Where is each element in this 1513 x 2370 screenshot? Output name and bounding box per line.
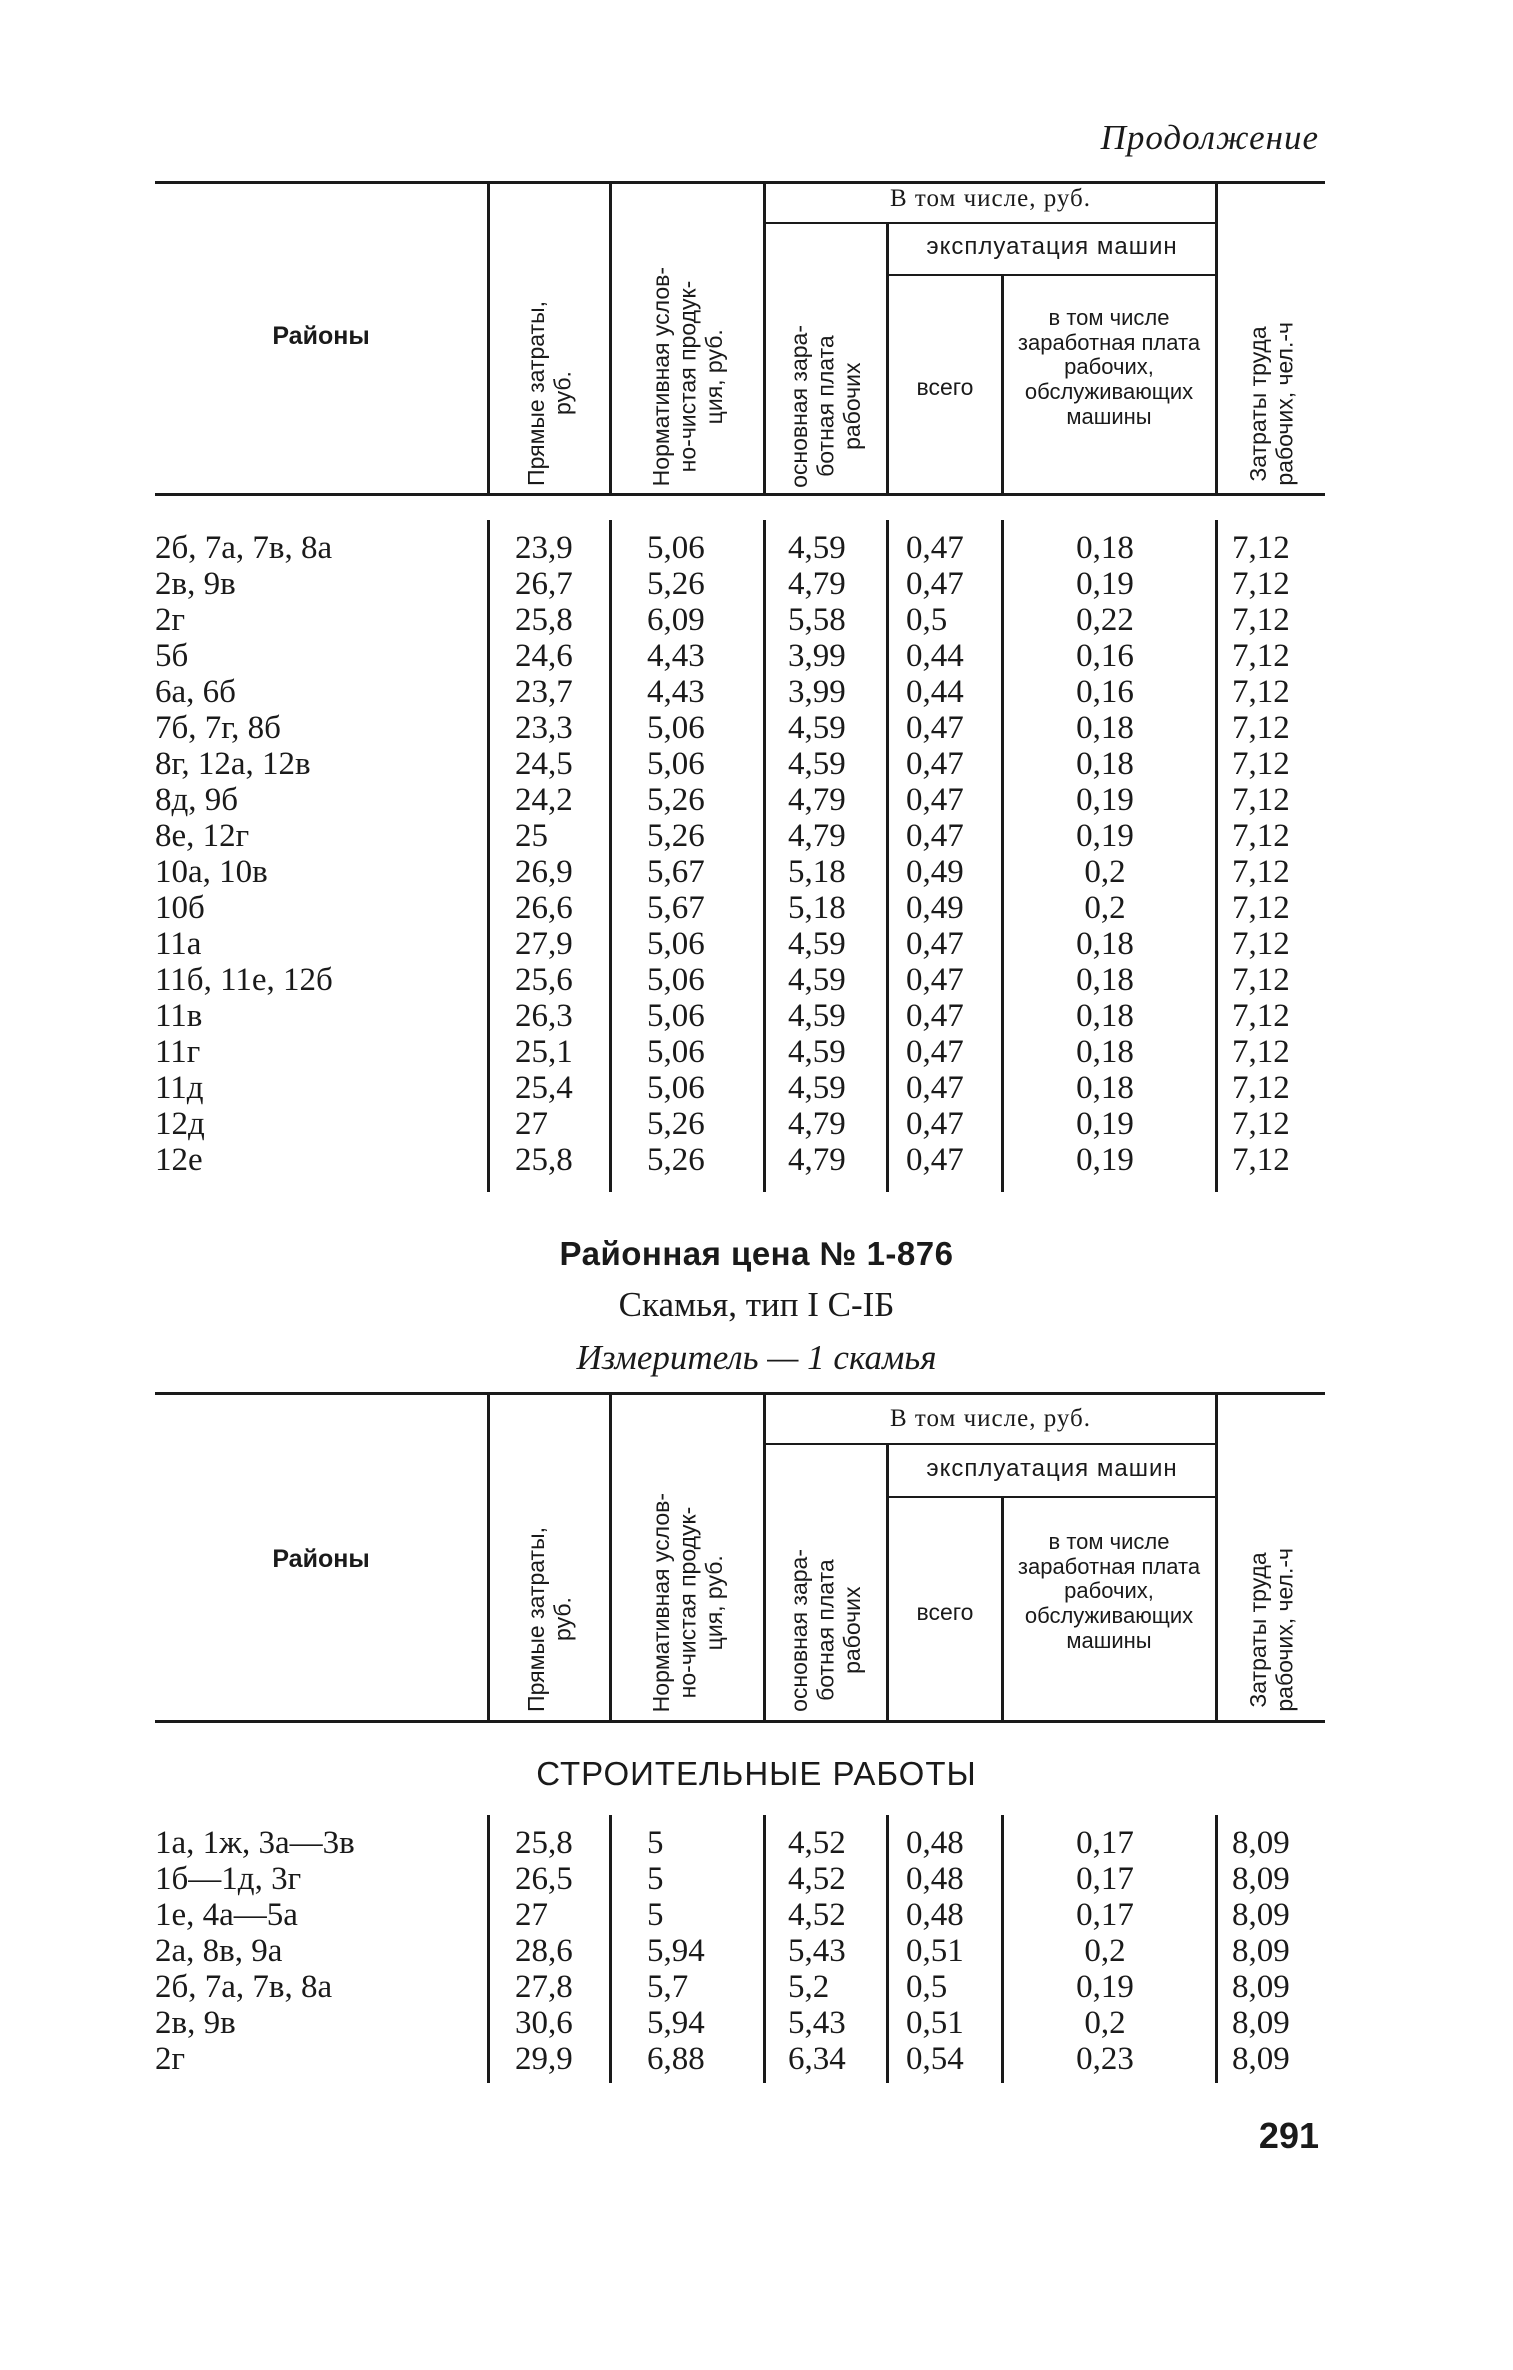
table-row: 2в, 9в 30,6 5,94 5,43 0,51 0,2 8,09	[155, 2005, 1290, 2041]
labor-costs-header: Затраты труда рабочих, чел.-ч	[1245, 322, 1298, 486]
normative-product-header: Нормативная услов- но-чистая продук- ция, руб.	[647, 266, 727, 486]
table2-top-rule	[155, 1392, 1325, 1395]
table-row: 5б 24,6 4,43 3,99 0,44 0,16 7,12	[155, 638, 1290, 674]
direct-costs-header: Прямые затраты, руб.	[523, 1527, 576, 1712]
normative-product-header: Нормативная услов- но-чистая продук- ция, руб.	[647, 1492, 727, 1712]
machine-operation-header: эксплуатация машин	[926, 1455, 1178, 1482]
table-row: 2б, 7а, 7в, 8а 27,8 5,7 5,2 0,5 0,19 8,09	[155, 1969, 1290, 2005]
table-row: 7б, 7г, 8б 23,3 5,06 4,59 0,47 0,18 7,12	[155, 710, 1290, 746]
table-row: 1е, 4а—5а 27 5 4,52 0,48 0,17 8,09	[155, 1897, 1290, 1933]
machine-wage-header: в том числе заработная плата рабочих, обслуживающих машины	[1017, 305, 1201, 429]
group-label: СТРОИТЕЛЬНЫЕ РАБОТЫ	[536, 1755, 977, 1792]
labor-costs-header: Затраты труда рабочих, чел.-ч	[1245, 1548, 1298, 1712]
table-row: 2а, 8в, 9а 28,6 5,94 5,43 0,51 0,2 8,09	[155, 1933, 1290, 1969]
base-wage-header: основная зара- ботная плата рабочих	[786, 1549, 866, 1712]
table-row: 1а, 1ж, 3а—3в 25,8 5 4,52 0,48 0,17 8,09	[155, 1825, 1290, 1861]
table-row: 12е 25,8 5,26 4,79 0,47 0,19 7,12	[155, 1142, 1290, 1178]
table-row: 11в 26,3 5,06 4,59 0,47 0,18 7,12	[155, 998, 1290, 1034]
districts-header: Районы	[272, 322, 370, 350]
table-row: 8д, 9б 24,2 5,26 4,79 0,47 0,19 7,12	[155, 782, 1290, 818]
table1-header-bottom-rule	[155, 493, 1325, 496]
continuation-label: Продолжение	[1100, 118, 1319, 157]
table-row: 8г, 12а, 12в 24,5 5,06 4,59 0,47 0,18 7,12	[155, 746, 1290, 782]
table-row: 11а 27,9 5,06 4,59 0,47 0,18 7,12	[155, 926, 1290, 962]
table-row: 11д 25,4 5,06 4,59 0,47 0,18 7,12	[155, 1070, 1290, 1106]
table-row: 6а, 6б 23,7 4,43 3,99 0,44 0,16 7,12	[155, 674, 1290, 710]
table-row: 11г 25,1 5,06 4,59 0,47 0,18 7,12	[155, 1034, 1290, 1070]
table-row: 11б, 11е, 12б 25,6 5,06 4,59 0,47 0,18 7,12	[155, 962, 1290, 998]
direct-costs-header: Прямые затраты, руб.	[523, 301, 576, 486]
section-title: Районная цена № 1-876	[559, 1235, 954, 1272]
table-row: 2б, 7а, 7в, 8а 23,9 5,06 4,59 0,47 0,18 7,12	[155, 530, 1290, 566]
machine-wage-header: в том числе заработная плата рабочих, обслуживающих машины	[1017, 1529, 1201, 1653]
table-row: 1б—1д, 3г 26,5 5 4,52 0,48 0,17 8,09	[155, 1861, 1290, 1897]
machine-total-header: всего	[916, 374, 974, 400]
table-row: 10б 26,6 5,67 5,18 0,49 0,2 7,12	[155, 890, 1290, 926]
table-row: 12д 27 5,26 4,79 0,47 0,19 7,12	[155, 1106, 1290, 1142]
machine-total-header: всего	[916, 1599, 974, 1625]
including-rub-header: В том числе, руб.	[889, 185, 1092, 212]
table-row: 2г 29,9 6,88 6,34 0,54 0,23 8,09	[155, 2041, 1290, 2077]
section-measure: Измеритель — 1 скамья	[576, 1338, 937, 1377]
machine-operation-header: эксплуатация машин	[926, 233, 1178, 260]
districts-header: Районы	[272, 1545, 370, 1573]
table-row: 10а, 10в 26,9 5,67 5,18 0,49 0,2 7,12	[155, 854, 1290, 890]
page-number: 291	[1258, 2115, 1319, 2156]
including-rub-header: В том числе, руб.	[889, 1405, 1092, 1432]
table-row: 8е, 12г 25 5,26 4,79 0,47 0,19 7,12	[155, 818, 1290, 854]
section-subtitle: Скамья, тип I С-IБ	[618, 1285, 895, 1324]
base-wage-header: основная зара- ботная плата рабочих	[786, 325, 866, 488]
table2-header-bottom-rule	[155, 1720, 1325, 1723]
table-row: 2г 25,8 6,09 5,58 0,5 0,22 7,12	[155, 602, 1290, 638]
table-row: 2в, 9в 26,7 5,26 4,79 0,47 0,19 7,12	[155, 566, 1290, 602]
